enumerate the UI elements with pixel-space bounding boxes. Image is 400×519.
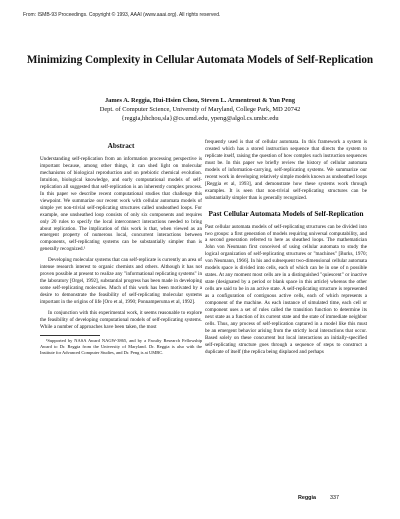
right-paragraph-2: Past cellular automata models of self-replicating structures can be divided into two groups: a first generation of models requiring universal computability, and a second generation referred to here as sheathed loops. The mathematician John von Neumann first conceived of using cellular automata to study the logical organization of self-replicating structures or "machines" [Burks, 1970; von Neumann, 1966]. In his and subsequent two-dimensional cellular automata models space is divided into cells, each of which can be in one of n possible states. At any moment most cells are in a distinguished "quiescent" or inactive state (designated by a period or blank space in this article) whereas the other cells are said to be in an active state. A self-replicating structure is represented as a configuration of contiguous active cells, each of which represents a component of the machine. As each instance of simulated time, each cell or component uses a set of rules called the transition function to determine its next state as a function of its current state and the state of immediate neighbor cells. Thus, any process of self-replication captured in a model like this must be an emergent behavior arising from the strictly local interactions that occur. Based solely on these concurrent but local interactions an initially-specified self-replicating structure goes through a sequence of steps to construct a duplicate of itself (the replica being displaced and perhaps bbox=[205, 223, 367, 355]
author-block bbox=[20, 96, 380, 123]
right-column bbox=[205, 139, 367, 360]
author-names: James A. Reggia, Hui-Hsien Chou, Steven L. Armentrout & Yun Peng bbox=[104, 97, 296, 104]
abstract-heading: Abstract bbox=[107, 142, 135, 150]
page-number: 337 bbox=[329, 495, 339, 501]
intro-paragraph-1: Developing molecular systems that can self-replicate is currently an area of intense research interest to organic chemists and others. Although it has not proven possible at present to realize any "informational replicating systems" in the laboratory [Orgel, 1992], substantial progress has been made in developing some self-replicating molecules. Much of this work has been motivated by a desire to demonstrate the feasibility of self-replicating molecular systems important in the origins of life [Oro et al, 1990; Ponnamperuma et al, 1992]. bbox=[40, 257, 202, 306]
paper-title: Minimizing Complexity in Cellular Automata Models of Self-Replication bbox=[26, 54, 374, 66]
footer-author: Reggia bbox=[298, 495, 316, 501]
affiliation: Dept. of Computer Science, University of Maryland, College Park, MD 20742 bbox=[99, 106, 301, 113]
footnote: ¹Supported by NASA Award NAGW-3865, and by a Faculty Research Fellowship Award to Dr. Reggia from the University of Maryland. Dr. Reggia is also with the Institute for Advanced Computer Studies, and Dr. Peng is at UMBC. bbox=[40, 337, 202, 355]
footnote-rule bbox=[40, 335, 100, 336]
author-emails: {reggia,hhchou,sla}@cs.umd.edu, ypeng@algol.cs.umbc.edu bbox=[121, 115, 279, 122]
copyright-line: From: ISMB-93 Proceedings. Copyright © 1993, AAAI (www.aaai.org). All rights reserved. bbox=[23, 12, 221, 18]
abstract-text: Understanding self-replication from an information processing perspective is important because, among other things, it can shed light on molecular mechanisms of biological reproduction and on prebiotic chemical evolution. Intuition, biological knowledge, and early computational models of self-replication all suggested that self-replication is an inherently complex process. In this paper we describe recent computational studies that challenge this viewpoint. We summarize our recent work with cellular automata models of simple yet non-trivial self-replicating structures called unsheathed loops. For example, one unsheathed loop consists of only six components and requires only 20 rules to specify the local interconnect interactions needed to bring about replication. The implication of this work is that, when viewed as an emergent property of numerous local, concurrent interactions between components, self-replicating systems can be substantially simpler than is generally recognized.¹ bbox=[40, 156, 202, 253]
intro-paragraph-2: In conjunction with this experimental work, it seems reasonable to explore the feasibility of developing computational models of self-replicating systems. While a number of approaches have been taken, the most bbox=[40, 310, 202, 330]
page-footer bbox=[298, 495, 339, 501]
section-heading: Past Cellular Automata Models of Self-Replication bbox=[208, 209, 364, 218]
right-paragraph-1: frequently used is that of cellular automata. In this framework a system is created which has a stored instruction sequence that directs the system to replicate itself, raising the question of how complex such instruction sequences must be. In this paper we briefly review the history of cellular automata models of information-carrying, self-replicating systems. We summarize our recent work in developing relatively simple models known as unsheathed loops [Reggia et al, 1993], and demonstrate how these systems work through examples. It is seen that non-trivial self-replicating structures can be substantially simpler than is generally recognized. bbox=[205, 139, 367, 201]
left-column bbox=[40, 140, 202, 356]
